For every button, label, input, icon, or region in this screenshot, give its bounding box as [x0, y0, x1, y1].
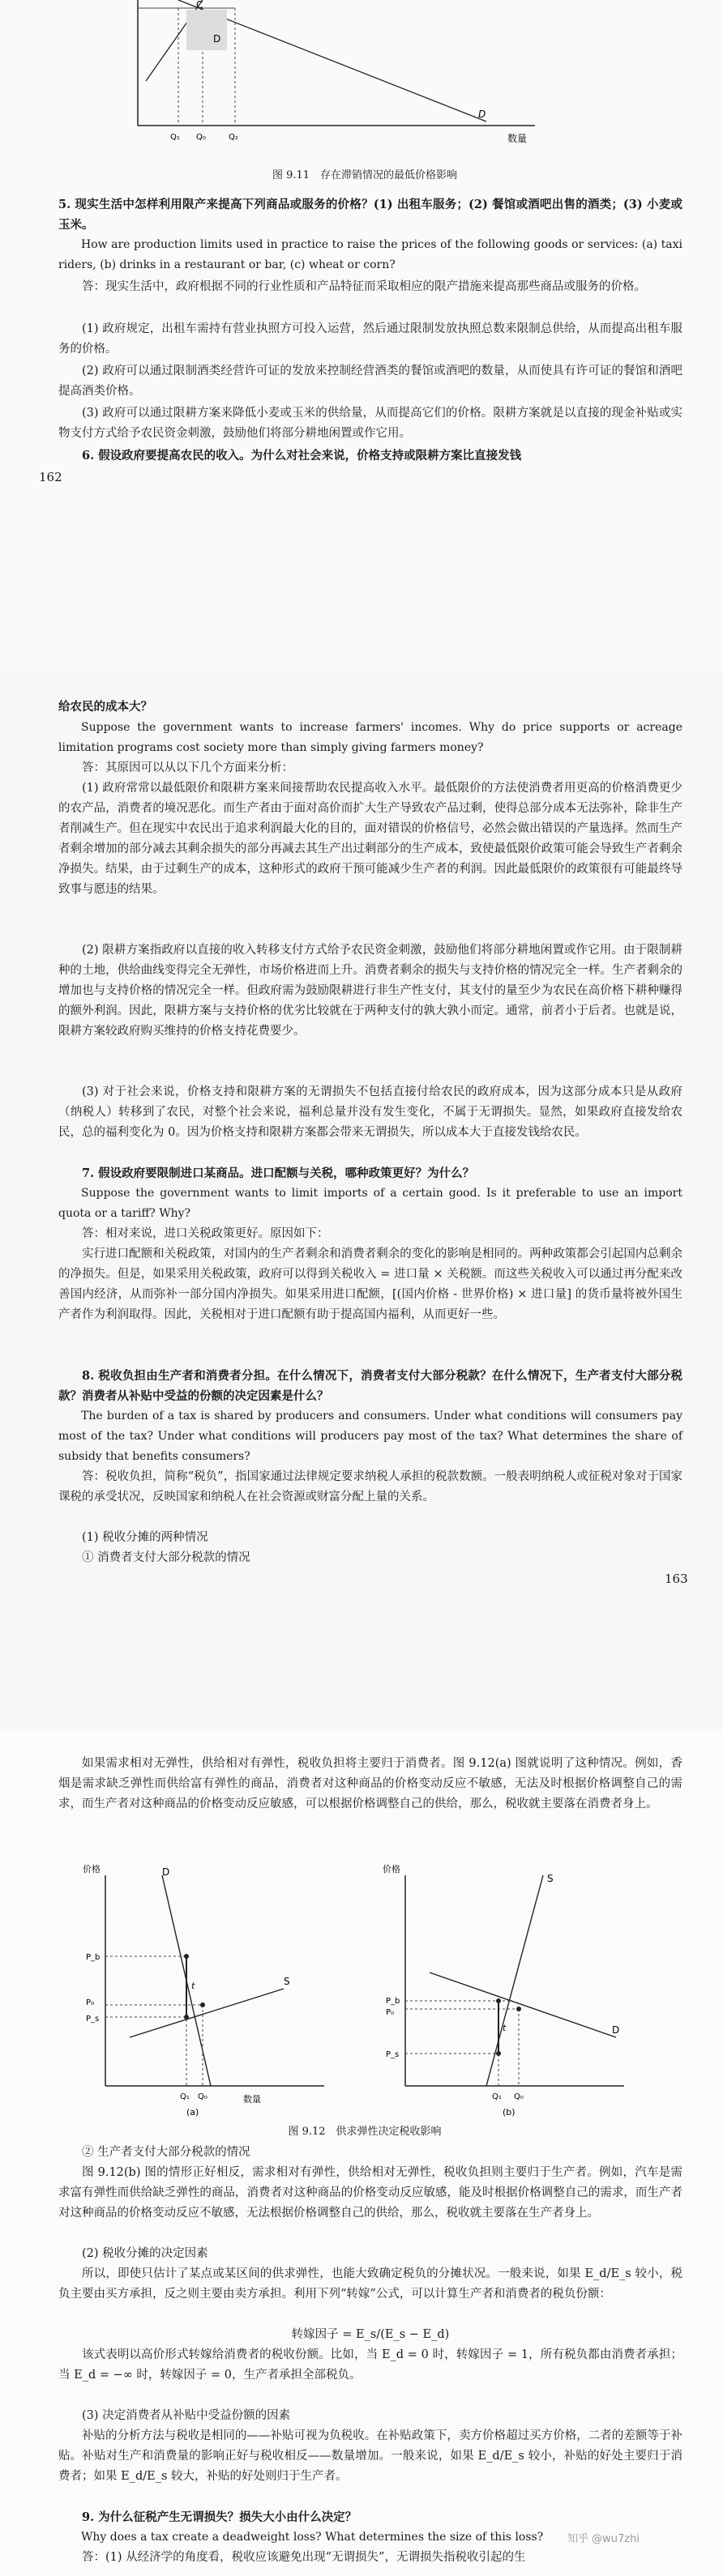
- question-6-title-cont: 给农民的成本大？: [58, 700, 152, 714]
- intro-paragraph: 如果需求相对无弹性，供给相对有弹性，税收负担将主要归于消费者。图 9.12(a) 图就说明了这种情况。例如，香烟是需求缺乏弹性而供给富有弹性的商品，消费者对这种商品的价格变动反应不敏感，无法及时根据价格调整自己的需求，而生产者对这种商品的价格变动反应敏感，可以根据价格调整自己的供给，那么，税收就主要落在消费者身上。: [58, 1757, 682, 1810]
- book-page-164: [0, 1729, 723, 2576]
- figure-caption: 图 9.12 供求弹性决定税收影响: [288, 2126, 442, 2138]
- demand-curve-b: [430, 1973, 616, 2037]
- formula-paragraph: 该式表明以高价形式转嫁给消费者的税收份额。比如，当 E_d = 0 时，转嫁因子 = 1，所有税负都由消费者承担；当 E_d = −∞ 时，转嫁因子 = 0，生产者承担全部税负。: [58, 2348, 682, 2382]
- question-6-point-1: (1) 政府常常以最低限价和限耕方案来间接帮助农民提高收入水平。最低限价的方法使消费者用更高的价格消费更少的农产品，消费者的境况恶化。而生产者由于面对高价而扩大生产导致农产品过剩，使得总部分成本无法弥补，除非生产者削减生产。但在现实中农民出于追求利润最大化的目的，面对错误的价格信号，必然会做出错误的产量选择。然而生产者剩余增加的部分减去其剩余损失的部分再减去其生产出过剩部分的生产成本，致使最低限价政策可能会导致生产者剩余净损失。结果，由于过剩生产的成本，这种形式的政府干预可能减少生产者的利润。因此最低限价的政策很有可能最终导致事与愿违的结果。: [58, 782, 682, 896]
- subhead-2: ② 生产者支付大部分税款的情况: [82, 2146, 250, 2159]
- label-d-a: D: [162, 1866, 170, 1878]
- question-7-title: 7. 假设政府要限制进口某商品。进口配额与关税，哪种政策更好？为什么？: [82, 1166, 475, 1180]
- determinants-paragraph: 所以，即使只估计了某点或某区间的供求弹性，也能大致确定税负的分摊状况。一般来说，如果 E_d/E_s 较小，税负主要由买方承担，反之则主要由卖方承担。利用下列“转嫁”公式，可以计算生产者和消费者的税负份额：: [58, 2267, 682, 2301]
- question-9-title: 9. 为什么征税产生无谓损失？损失大小由什么决定？: [82, 2510, 357, 2524]
- label-pb-b: P_b: [386, 1997, 400, 2006]
- question-6-answer: 答：其原因可以从以下几个方面来分析：: [82, 761, 293, 774]
- page-number: 162: [39, 470, 62, 484]
- question-6-point-3: (3) 对于社会来说，价格支持和限耕方案的无谓损失不包括直接付给农民的政府成本，因为这部分成本只是从政府（纳税人）转移到了农民，对整个社会来说，福利总量并没有发生变化，不属于无谓损失。显然，如果政府直接发给农民，总的福利变化为 0。因为价格支持和限耕方案都会带来无谓损失，所以成本大于直接发钱给农民。: [58, 1085, 682, 1139]
- label-q0-b: Q₀: [514, 2092, 524, 2101]
- question-8-title: 8. 税收负担由生产者和消费者分担。在什么情况下，消费者支付大部分税款？在什么情况下，生产者支付大部分税款？消费者从补贴中受益的份额的决定因素是什么？: [58, 1369, 682, 1403]
- question-5-point-3: (3) 政府可以通过限耕方案来降低小麦或玉米的供给量，从而提高它们的价格。限耕方案就是以直接的现金补贴或实物支付方式给予农民资金刺激，鼓励他们将部分耕地闲置或作它用。: [58, 407, 682, 440]
- figure-caption: 图 9.11 存在滞销情况的最低价格影响: [272, 169, 458, 181]
- label-demand: D: [478, 109, 486, 120]
- label-ps-a: P_s: [86, 2015, 100, 2024]
- question-6-english: Suppose the government wants to increase farmers' incomes. Why do price supports or acreage limitation programs cost society more than simply giving farmers money?: [58, 721, 682, 754]
- question-7-point-1: 实行进口配额和关税政策，对国内的生产者剩余和消费者剩余的变化的影响是相同的。两种政策都会引起国内总剩余的净损失。但是，如果采用关税政策，政府可以得到关税收入 = 进口量 × 关税额。而这些关税收入可以通过再分配来改善国内经济，从而弥补一部分国内净损失。如果采用进口配额，[(国内价格 - 世界价格) × 进口量] 的货币量将被外国生产者作为利润取得。因此，关税相对于进口配额有助于提高国内福利，从而更好一些。: [58, 1247, 682, 1321]
- subfigure-label-a: (a): [186, 2107, 199, 2118]
- label-p0-b: P₀: [386, 2008, 395, 2017]
- supply-curve-b: [486, 1875, 543, 2086]
- question-5-answer: 答：现实生活中，政府根据不同的行业性质和产品特征而采取相应的限产措施来提高那些商品或服务的价格。: [82, 280, 646, 293]
- subsidy-paragraph: 补贴的分析方法与税收是相同的——补贴可视为负税收。在补贴政策下，卖方价格超过买方价格，二者的差额等于补贴。补贴对生产和消费量的影响正好与税收相反——数量增加。一般来说，如果 E_d/E_s 较小，补贴的好处主要归于消费者；如果 E_d/E_s 较大，补贴的好处则归于生产者。: [58, 2429, 682, 2483]
- question-9-english: Why does a tax create a deadweight loss? What determines the size of this loss?: [81, 2531, 544, 2544]
- question-7-answer: 答：相对来说，进口关税政策更好。原因如下：: [82, 1227, 329, 1240]
- supply-curve-a: [130, 1989, 284, 2037]
- label-c: C: [196, 0, 203, 11]
- x-axis-label: 数量: [507, 133, 528, 144]
- label-d: D: [213, 33, 221, 45]
- subhead-subsidy: (3) 决定消费者从补贴中受益份额的因素: [82, 2409, 291, 2422]
- figure-9-12b: [381, 1859, 640, 2118]
- label-q2: Q₂: [229, 133, 238, 142]
- question-5-title: 5. 现实生活中怎样利用限产来提高下列商品或服务的价格？(1) 出租车服务；(2) 餐馆或酒吧出售的酒类；(3) 小麦或玉米。: [58, 198, 682, 232]
- label-t-a: t: [191, 1981, 195, 1991]
- label-q1-b: Q₁: [492, 2092, 502, 2101]
- shaded-area-d: [186, 10, 227, 50]
- label-ps-b: P_s: [386, 2050, 400, 2059]
- subfigure-label-b: (b): [503, 2107, 516, 2118]
- question-7-english: Suppose the government wants to limit imports of a certain good. Is it preferable to use an import quota or a tariff? Why?: [58, 1187, 682, 1220]
- label-t-b: t: [503, 2023, 507, 2033]
- label-q1: Q₁: [170, 133, 180, 142]
- label-d-b: D: [612, 2024, 620, 2036]
- label-q0-a: Q₀: [198, 2092, 207, 2101]
- page-number: 163: [665, 1572, 688, 1586]
- subhead-determinants: (2) 税收分摊的决定因素: [82, 2247, 208, 2260]
- pass-through-formula: 转嫁因子 = E_s/(E_s − E_d): [291, 2328, 450, 2341]
- book-page-162: [0, 0, 723, 672]
- y-axis-label-a: 价格: [83, 1864, 101, 1874]
- label-p0-a: P₀: [86, 1998, 95, 2007]
- question-8-subhead-1a: ① 消费者支付大部分税款的情况: [82, 1551, 250, 1564]
- label-pb-a: P_b: [86, 1953, 101, 1962]
- question-8-answer: 答：税收负担，简称“税负”，指国家通过法律规定要求纳税人承担的税款数额。一般表明纳税人或征税对象对于国家课税的承受状况，反映国家和纳税人在社会资源或财富分配上量的关系。: [58, 1470, 682, 1503]
- book-page-163: [0, 672, 723, 1729]
- question-9-answer: 答：(1) 从经济学的角度看，税收应该避免出现“无谓损失”，无谓损失指税收引起的生: [82, 2551, 526, 2564]
- question-5-point-2: (2) 政府可以通过限制酒类经营许可证的发放来控制经营酒类的餐馆或酒吧的数量，从而使具有许可证的餐馆和酒吧提高酒类价格。: [58, 365, 682, 398]
- figure-9-12a: [81, 1859, 340, 2118]
- label-q1-a: Q₁: [180, 2092, 190, 2101]
- question-6-point-2: (2) 限耕方案指政府以直接的收入转移支付方式给予农民资金刺激，鼓励他们将部分耕地闲置或作它用。由于限制耕种的土地，供给曲线变得完全无弹性，市场价格进而上升。消费者剩余的损失与支持价格的情况完全一样。生产者剩余的增加也与支持价格的情况完全一样。但政府需为鼓励限耕进行非生产性支付，其支付的量至少为农民在高价格下耕种赚得的额外利润。因此，限耕方案与支持价格的优劣比较就在于两种支付的孰大孰小而定。通常，前者小于后者。也就是说，限耕方案较政府购买维持的价格支持花费要少。: [58, 944, 682, 1038]
- question-5-english: How are production limits used in practice to raise the prices of the following goods or services: (a) taxi riders, (b) drinks in a restaurant or bar, (c) wheat or corn?: [58, 238, 682, 271]
- question-8-english: The burden of a tax is shared by producers and consumers. Under what conditions will consumers pay most of the tax? Under what conditions will producers pay most of the tax? What determines the share of subsidy that benefits consumers?: [58, 1410, 682, 1463]
- label-s-b: S: [547, 1873, 554, 1884]
- y-axis-label-b: 价格: [383, 1864, 400, 1874]
- question-5-point-1: (1) 政府规定，出租车需持有营业执照方可投入运营，然后通过限制发放执照总数来限制总供给，从而提高出租车服务的价格。: [58, 322, 682, 356]
- question-8-subhead-1: (1) 税收分摊的两种情况: [82, 1531, 208, 1544]
- subhead-2-paragraph: 图 9.12(b) 图的情形正好相反，需求相对有弹性，供给相对无弹性，税收负担则主要归于生产者。例如，汽车是需求富有弹性而供给缺乏弹性的商品，消费者对这种商品的价格变动反应敏感，能及时根据价格调整自己的需求，而生产者对这种商品的价格变动反应不敏感，无法根据价格调整自己的供给，那么，税收就主要落在生产者身上。: [58, 2166, 682, 2220]
- x-axis-label-a: 数量: [243, 2094, 261, 2105]
- label-q0: Q₀: [196, 133, 206, 142]
- question-6-title: 6. 假设政府要提高农民的收入。为什么对社会来说，价格支持或限耕方案比直接发钱: [82, 449, 522, 463]
- figure-9-11: [130, 0, 551, 162]
- watermark: 知乎 @wu7zhi: [567, 2533, 640, 2545]
- label-s-a: S: [284, 1976, 290, 1987]
